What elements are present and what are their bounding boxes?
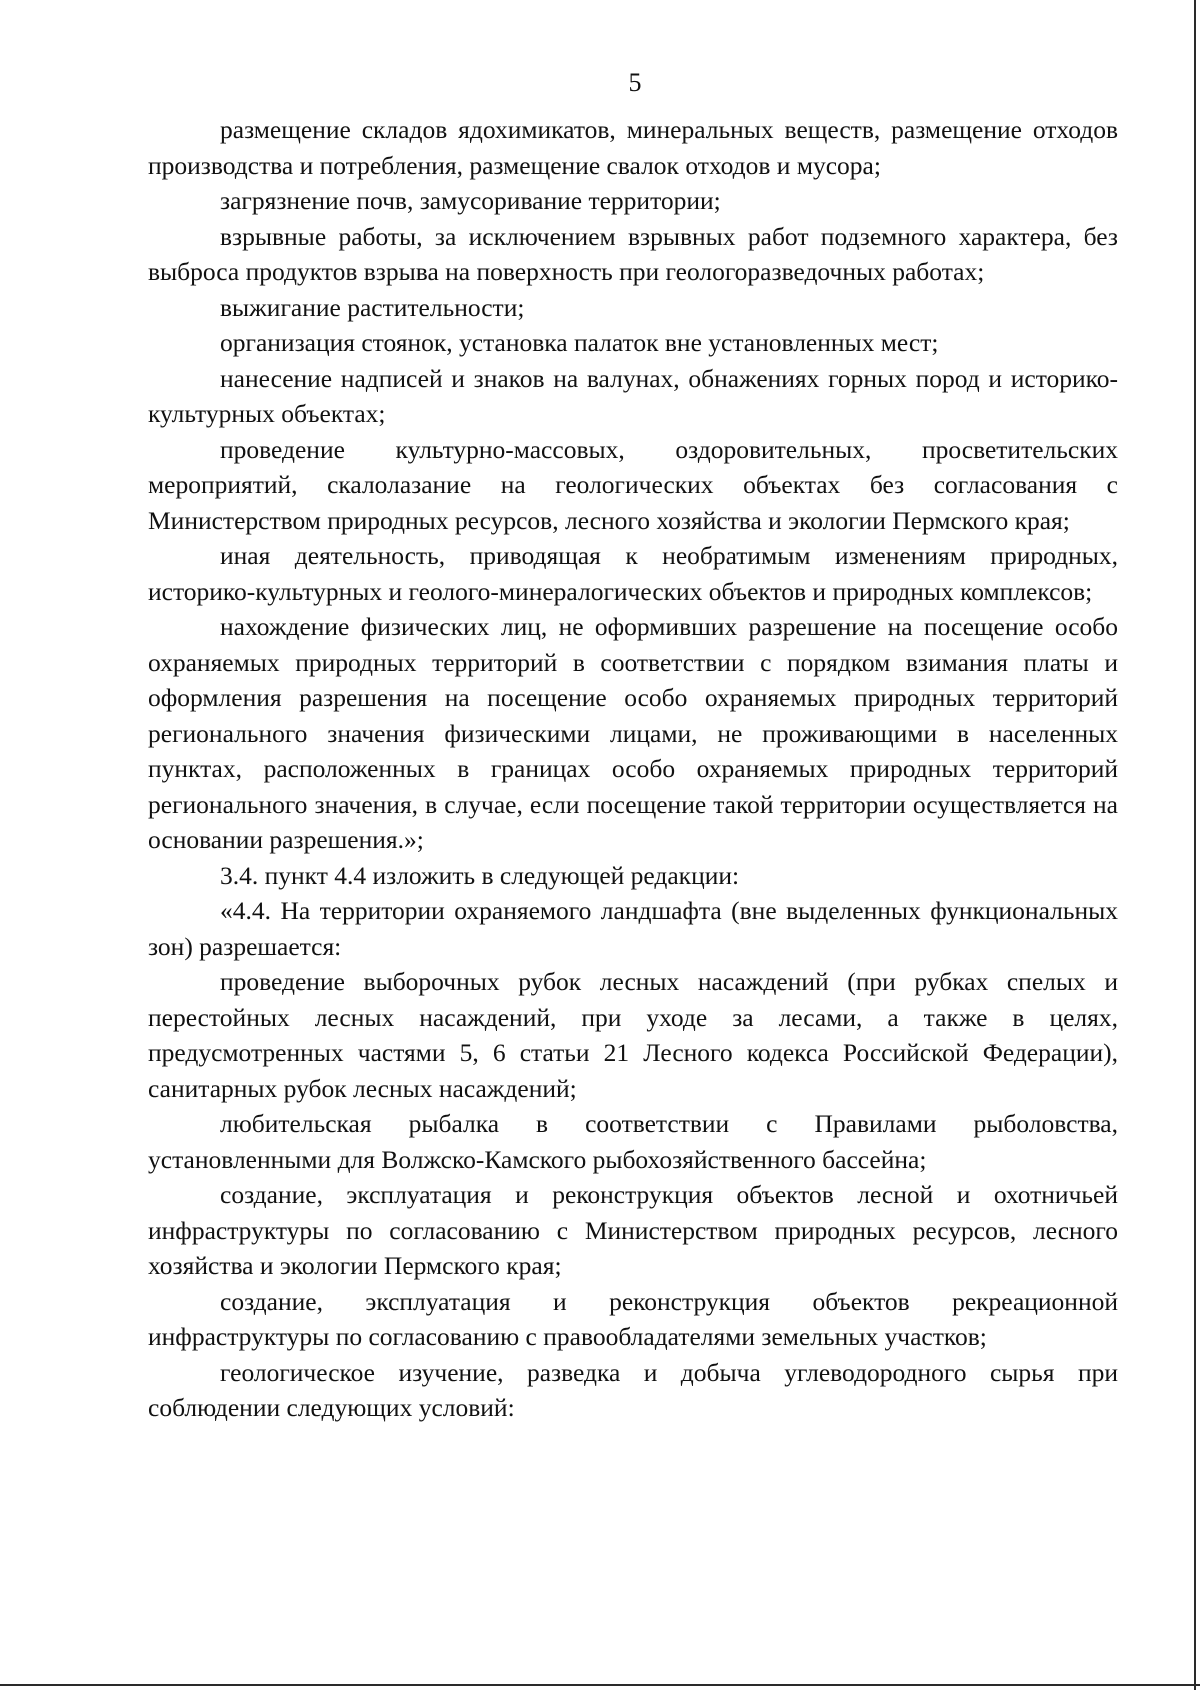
paragraph: создание, эксплуатация и реконструкция объектов лесной и охотничьей инфраструктуры по согласованию с Министерством природных ресурсов, лесного хозяйства и экологии Пермского края; xyxy=(148,1180,1118,1280)
scan-edge-bottom xyxy=(0,1684,1200,1686)
page-number: 5 xyxy=(628,68,642,97)
paragraph: выжигание растительности; xyxy=(220,292,525,322)
paragraph: размещение складов ядохимикатов, минеральных веществ, размещение отходов производства и потребления, размещение свалок отходов и мусора; xyxy=(148,115,1118,180)
paragraph: проведение выборочных рубок лесных насаждений (при рубках спелых и перестойных лесных насаждений, при уходе за лесами, а также в целях, предусмотренных частями 5, 6 статьи 21 Лесного кодекса Российской Федерации), санитарных рубок лесных насаждений; xyxy=(148,967,1118,1103)
document-body xyxy=(148,112,1118,1426)
paragraph: нахождение физических лиц, не оформивших разрешение на посещение особо охраняемых природных территорий в соответствии с порядком взимания платы и оформления разрешения на посещение особо охраняемых природных территорий регионального значения физическими лицами, не проживающими в населенных пунктах, расположенных в границах особо охраняемых природных территорий регионального значения, в случае, если посещение такой территории осуществляется на основании разрешения.»; xyxy=(148,612,1118,854)
paragraph: геологическое изучение, разведка и добыча углеводородного сырья при соблюдении следующих условий: xyxy=(148,1357,1118,1422)
scan-edge-right xyxy=(1194,0,1196,1690)
paragraph: любительская рыбалка в соответствии с Правилами рыболовства, установленными для Волжско-Камского рыбохозяйственного бассейна; xyxy=(148,1109,1118,1174)
paragraph: загрязнение почв, замусоривание территории; xyxy=(220,186,721,215)
paragraph: проведение культурно-массовых, оздоровительных, просветительских мероприятий, скалолазание на геологических объектах без согласования с Министерством природных ресурсов, лесного хозяйства и экологии Пермского края; xyxy=(148,434,1118,535)
paragraph: иная деятельность, приводящая к необратимым изменениям природных, историко-культурных и геолого-минералогических объектов и природных комплексов; xyxy=(148,541,1118,606)
paragraph: взрывные работы, за исключением взрывных работ подземного характера, без выброса продуктов взрыва на поверхность при геологоразведочных работах; xyxy=(148,221,1118,286)
paragraph: «4.4. На территории охраняемого ландшафта (вне выделенных функциональных зон) разрешается: xyxy=(148,896,1118,961)
paragraph: 3.4. пункт 4.4 изложить в следующей редакции: xyxy=(220,860,740,890)
paragraph: организация стоянок, установка палаток вне установленных мест; xyxy=(220,328,939,357)
paragraph: создание, эксплуатация и реконструкция объектов рекреационной инфраструктуры по согласованию с правообладателями земельных участков; xyxy=(148,1286,1118,1351)
paragraph: нанесение надписей и знаков на валунах, обнажениях горных пород и историко-культурных объектах; xyxy=(148,363,1118,428)
